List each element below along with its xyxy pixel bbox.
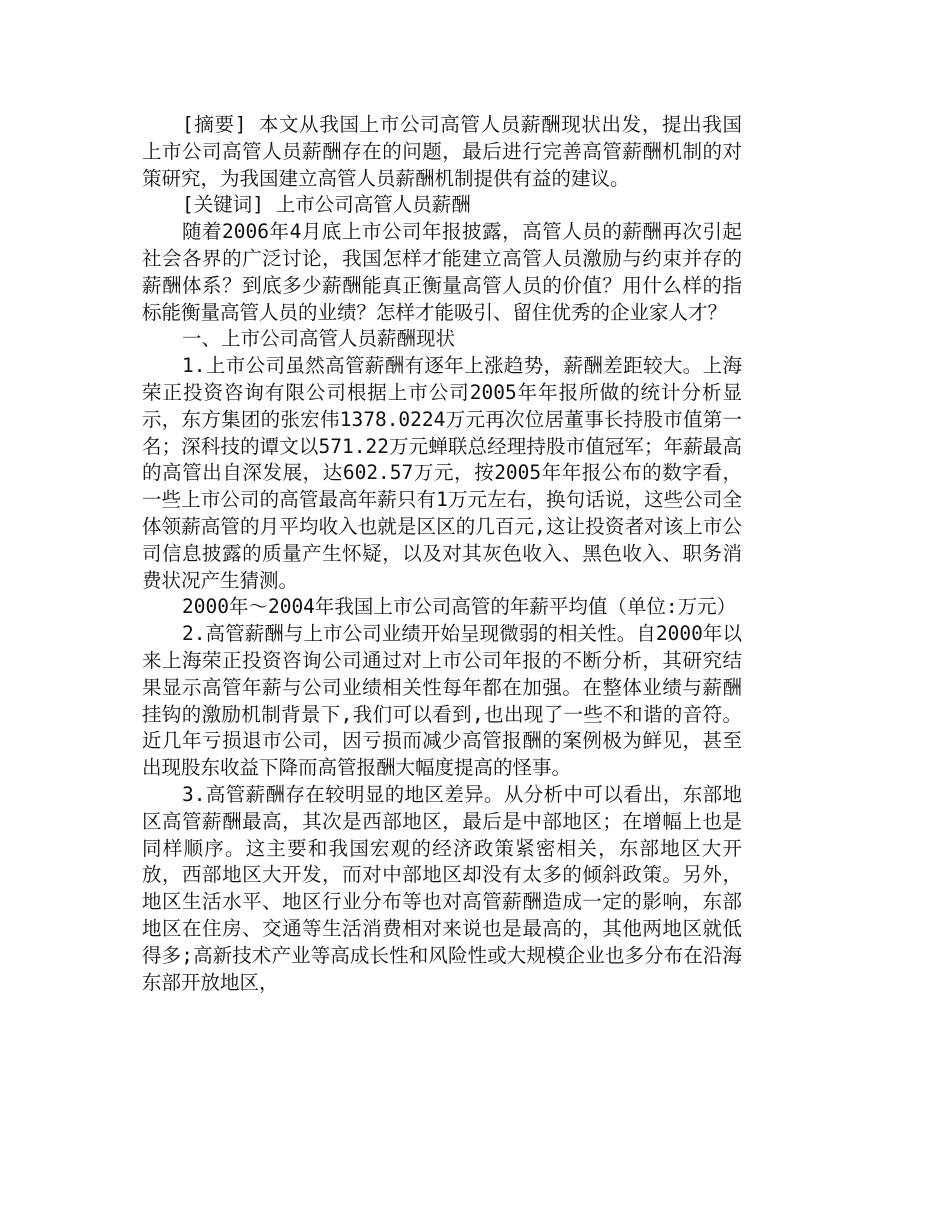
document-body — [142, 112, 742, 996]
body-paragraph-2: 2.高管薪酬与上市公司业绩开始呈现微弱的相关性。自2000年以来上海荣正投资咨询公司通过对上市公司年报的不断分析，其研究结果显示高管年薪与公司业绩相关性每年都在加强。在整体业绩与薪酬挂钩的激励机制背景下,我们可以看到,也出现了一些不和谐的音符。近几年亏损退市公司，因亏损而减少高管报酬的案例极为鲜见，甚至出现股东收益下降而高管报酬大幅度提高的怪事。 — [142, 622, 742, 780]
keywords-paragraph: [关键词] 上市公司高管人员薪酬 — [182, 193, 471, 217]
body-paragraph-3: 3.高管薪酬存在较明显的地区差异。从分析中可以看出，东部地区高管薪酬最高，其次是西部地区，最后是中部地区；在增幅上也是同样顺序。这主要和我国宏观的经济政策紧密相关，东部地区大开放，西部地区大开发，而对中部地区却没有太多的倾斜政策。另外，地区生活水平、地区行业分布等也对高管薪酬造成一定的影响，东部地区在住房、交通等生活消费相对来说也是最高的，其他两地区就低得多;高新技术产业等高成长性和风险性或大规模企业也多分布在沿海东部开放地区， — [142, 782, 742, 994]
table-caption: 2000年～2004年我国上市公司高管的年薪平均值（单位:万元） — [182, 595, 737, 619]
intro-paragraph: 随着2006年4月底上市公司年报披露，高管人员的薪酬再次引起社会各界的广泛讨论，我国怎样才能建立高管人员激励与约束并存的薪酬体系？到底多少薪酬能真正衡量高管人员的价值？用什么样的指标能衡量高管人员的业绩？怎样才能吸引、留住优秀的企业家人才？ — [142, 220, 742, 324]
section-heading: 一、上市公司高管人员薪酬现状 — [182, 327, 456, 351]
body-paragraph-1: 1.上市公司虽然高管薪酬有逐年上涨趋势，薪酬差距较大。上海荣正投资咨询有限公司根据上市公司2005年年报所做的统计分析显示，东方集团的张宏伟1378.0224万元再次位居董事长持股市值第一名；深科技的谭文以571.22万元蝉联总经理持股市值冠军；年薪最高的高管出自深发展，达602.57万元，按2005年年报公布的数字看，一些上市公司的高管最高年薪只有1万元左右，换句话说，这些公司全体领薪高管的月平均收入也就是区区的几百元,这让投资者对该上市公司信息披露的质量产生怀疑，以及对其灰色收入、黑色收入、职务消费状况产生猜测。 — [142, 354, 742, 592]
abstract-paragraph: [摘要] 本文从我国上市公司高管人员薪酬现状出发，提出我国上市公司高管人员薪酬存在的问题，最后进行完善高管薪酬机制的对策研究，为我国建立高管人员薪酬机制提供有益的建议。 — [142, 113, 742, 190]
